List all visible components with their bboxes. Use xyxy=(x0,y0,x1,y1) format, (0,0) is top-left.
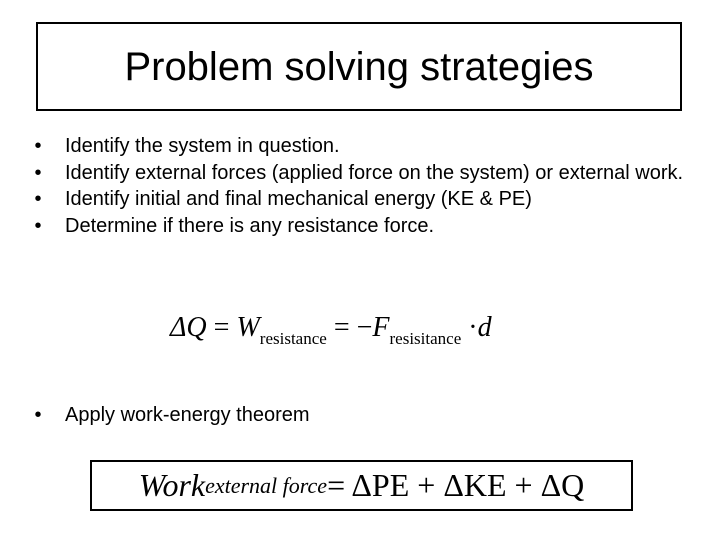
eq-w-subscript: resistance xyxy=(259,329,327,348)
eq-delta-q: ΔQ xyxy=(170,312,207,343)
eq-work-subscript: external force xyxy=(205,472,328,498)
bullet-item xyxy=(28,187,688,212)
bullet-marker: • xyxy=(34,214,42,237)
eq-f-subscript: resisitance xyxy=(389,329,462,348)
bullet-item xyxy=(28,161,688,186)
eq-f: F xyxy=(372,312,390,343)
bullet-item xyxy=(28,134,688,159)
bullet-list xyxy=(28,134,688,240)
eq-d: d xyxy=(477,312,492,343)
eq-work: Work xyxy=(138,467,206,503)
bullet-marker: • xyxy=(34,135,42,157)
bullet-marker: • xyxy=(34,161,42,184)
eq-equals: = xyxy=(213,312,230,343)
bullet-marker: • xyxy=(34,188,42,210)
eq-rhs: = ΔPE + ΔKE + ΔQ xyxy=(327,467,585,503)
bullet-text: Identify external forces (applied force on the system) or external work. xyxy=(65,161,684,184)
bullet-text: Apply work-energy theorem xyxy=(65,404,310,426)
slide-title: Problem solving strategies xyxy=(124,44,594,89)
eq-dot: · xyxy=(468,312,478,343)
bullet-item xyxy=(28,214,688,239)
bullet-text: Determine if there is any resistance force. xyxy=(65,214,435,237)
eq-equals-minus: = − xyxy=(333,312,373,343)
eq-w: W xyxy=(236,312,260,343)
bullet-text: Identify the system in question. xyxy=(65,135,340,157)
title-box xyxy=(36,22,682,111)
bullet-text: Identify initial and final mechanical energy (KE & PE) xyxy=(65,188,532,210)
work-energy-equation xyxy=(90,460,633,511)
resistance-equation xyxy=(170,308,492,359)
bullet-marker: • xyxy=(34,404,42,426)
bullet-item xyxy=(28,403,310,428)
